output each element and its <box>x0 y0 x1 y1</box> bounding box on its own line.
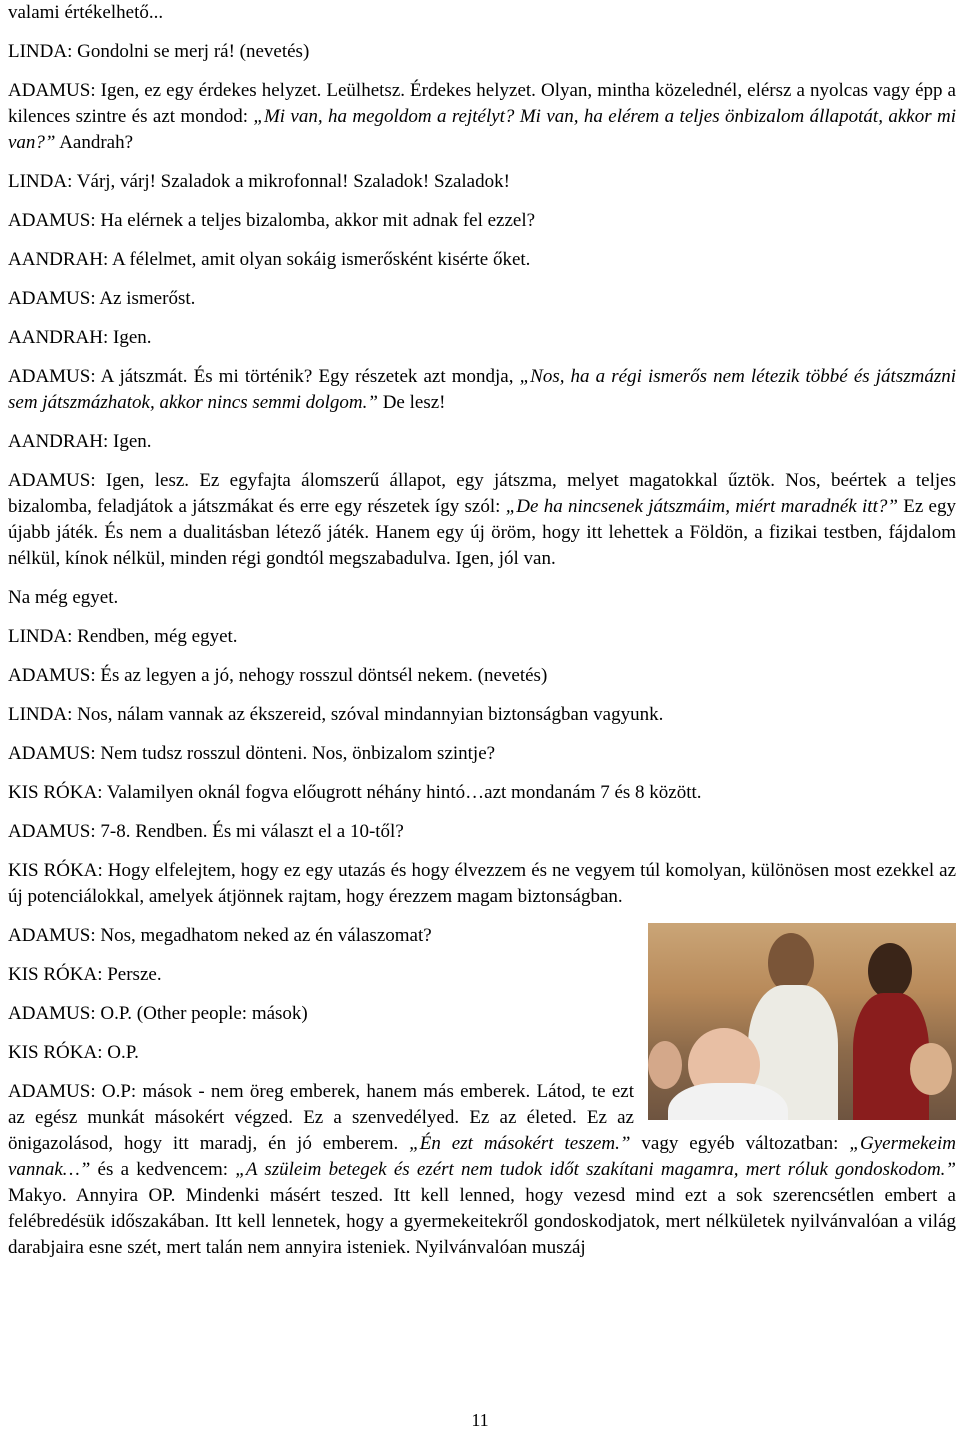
speaker-label: ADAMUS: <box>8 1081 96 1102</box>
speaker-label: ADAMUS: <box>8 925 96 946</box>
speaker-label: LINDA: <box>8 626 73 647</box>
quoted-text: „Mi van, ha megoldom a rejtélyt? Mi van, ha elérem a teljes önbizalom állapotát, akkor mi van?” <box>8 106 956 153</box>
paragraph-adamus-5: ADAMUS: Igen, lesz. Ez egyfajta álomszerű állapot, egy játszma, melyet magatokkal űztök. Nos, beértek a teljes bizalomba, feladjátok a játszmákat és erre egy részetek így szól: „De ha nincsenek játszmáim, miért maradnék itt?” Ez egy újabb játék. És nem a dualitásban létező játék. Hanem egy új öröm, hogy itt lehettek a Földön, a fizikai testben, fájdalom nélkül, kínok nélkül, minden régi gondtól megszabadulva. Igen, jól van. <box>8 470 956 569</box>
speaker-label: AANDRAH: <box>8 327 109 348</box>
paragraph-adamus-7: ADAMUS: Nem tudsz rosszul dönteni. Nos, önbizalom szintje? <box>8 743 496 764</box>
speaker-label: ADAMUS: <box>8 665 96 686</box>
speaker-label: ADAMUS: <box>8 470 96 491</box>
transcript-body <box>8 0 956 1274</box>
speaker-label: AANDRAH: <box>8 249 109 270</box>
paragraph-adamus-6: ADAMUS: És az legyen a jó, nehogy rosszul döntsél nekem. (nevetés) <box>8 665 548 686</box>
speaker-label: ADAMUS: <box>8 1003 96 1024</box>
paragraph-aandrah-3: AANDRAH: Igen. <box>8 431 152 452</box>
speaker-label: ADAMUS: <box>8 821 96 842</box>
speaker-label: AANDRAH: <box>8 431 109 452</box>
paragraph-adamus-3: ADAMUS: Az ismerőst. <box>8 288 196 309</box>
paragraph-adamus-4: ADAMUS: A játszmát. És mi történik? Egy részetek azt mondja, „Nos, ha a régi ismerős nem létezik többé és játszmázni sem játszmázhatok, akkor nincs semmi dolgom.” De lesz! <box>8 366 956 413</box>
page-number: 11 <box>471 1410 489 1430</box>
paragraph-linda-2: LINDA: Várj, várj! Szaladok a mikrofonnal! Szaladok! Szaladok! <box>8 171 510 192</box>
quoted-text: „A szüleim betegek és ezért nem tudok időt szakítani magamra, mert róluk gondoskodom.” <box>235 1159 956 1180</box>
paragraph-kisroka-1: KIS RÓKA: Valamilyen oknál fogva előugrott néhány hintó…azt mondanám 7 és 8 között. <box>8 782 702 803</box>
paragraph-adamus-11: ADAMUS: O.P: mások - nem öreg emberek, hanem más emberek. Látod, te ezt az egész munkát másokért végzed. Ez a szenvedélyed. Ez az életed. Ez az önigazolásod, hogy itt maradj, én jó emberem. „Én ezt másokért teszem.” vagy egyéb változatban: „Gyermekeim vannak…” és a kedvencem: „A szüleim betegek és ezért nem tudok időt szakítani magamra, mert róluk gondoskodom.” Makyo. Annyira OP. Mindenki másért teszed. Itt kell lenned, hogy vezesd mind ezt a sok szerencsétlen embert a felébredésük időszakában. Itt kell lennetek, hogy a gyermekeitekről gondoskodjatok, mert nélkületek nyilvánvalóan a világ darabjaira esne szét, mert talán nem annyira isteniek. Nyilvánvalóan muszáj <box>8 1081 956 1258</box>
quoted-text: „De ha nincsenek játszmáim, miért maradnék itt?” <box>505 496 898 517</box>
speaker-label: LINDA: <box>8 704 73 725</box>
paragraph-adamus-9: ADAMUS: Nos, megadhatom neked az én válaszomat? <box>8 925 432 946</box>
speaker-label: ADAMUS: <box>8 366 96 387</box>
paragraph-adamus-8: ADAMUS: 7-8. Rendben. És mi választ el a 10-től? <box>8 821 404 842</box>
photo-figure-left <box>648 1041 682 1089</box>
quoted-text: „Nos, ha a régi ismerős nem létezik többé és játszmázni sem játszmázhatok, akkor nincs semmi dolgom.” <box>8 366 956 413</box>
speaker-label: KIS RÓKA: <box>8 964 103 985</box>
audience-photo <box>648 923 956 1120</box>
photo-figure-man <box>768 933 814 993</box>
speaker-label: ADAMUS: <box>8 288 96 309</box>
paragraph-kisroka-2: KIS RÓKA: Hogy elfelejtem, hogy ez egy utazás és hogy élvezzem és ne vegyem túl komolyan, különösen most ezekkel az új potenciálokkal, amelyek átjönnek rajtam, hogy érezzem magam biztonságban. <box>8 860 957 907</box>
speaker-label: ADAMUS: <box>8 80 96 101</box>
speaker-label: LINDA: <box>8 171 73 192</box>
speaker-label: KIS RÓKA: <box>8 860 103 881</box>
paragraph-aandrah-1: AANDRAH: A félelmet, amit olyan sokáig ismerősként kisérte őket. <box>8 249 531 270</box>
paragraph-adamus-10: ADAMUS: O.P. (Other people: mások) <box>8 1003 308 1024</box>
paragraph-kisroka-3: KIS RÓKA: Persze. <box>8 964 162 985</box>
paragraph-aandrah-2: AANDRAH: Igen. <box>8 327 152 348</box>
paragraph-plain: Na még egyet. <box>8 587 119 608</box>
speaker-label: KIS RÓKA: <box>8 782 103 803</box>
paragraph-linda-1: LINDA: Gondolni se merj rá! (nevetés) <box>8 41 310 62</box>
paragraph-linda-4: LINDA: Nos, nálam vannak az ékszereid, szóval mindannyian biztonságban vagyunk. <box>8 704 664 725</box>
speaker-label: ADAMUS: <box>8 210 96 231</box>
photo-figure-right <box>910 1043 952 1095</box>
speaker-label: LINDA: <box>8 41 73 62</box>
quoted-text: „Gyermekeim vannak…” <box>8 1133 956 1180</box>
paragraph-kisroka-4: KIS RÓKA: O.P. <box>8 1042 139 1063</box>
speaker-label: KIS RÓKA: <box>8 1042 103 1063</box>
quoted-text: „Én ezt másokért teszem.” <box>409 1133 631 1154</box>
paragraph-adamus-1: ADAMUS: Igen, ez egy érdekes helyzet. Leülhetsz. Érdekes helyzet. Olyan, mintha közelednél, elérsz a nyolcas vagy épp a kilences szintre és azt mondod: „Mi van, ha megoldom a rejtélyt? Mi van, ha elérem a teljes önbizalom állapotát, akkor mi van?” Aandrah? <box>8 80 956 153</box>
photo-figure-woman <box>868 943 912 999</box>
speaker-label: ADAMUS: <box>8 743 96 764</box>
photo-figure-elder-body <box>668 1083 788 1120</box>
paragraph-linda-3: LINDA: Rendben, még egyet. <box>8 626 238 647</box>
paragraph-adamus-2: ADAMUS: Ha elérnek a teljes bizalomba, akkor mit adnak fel ezzel? <box>8 210 536 231</box>
paragraph-lead: valami értékelhető... <box>8 2 164 23</box>
